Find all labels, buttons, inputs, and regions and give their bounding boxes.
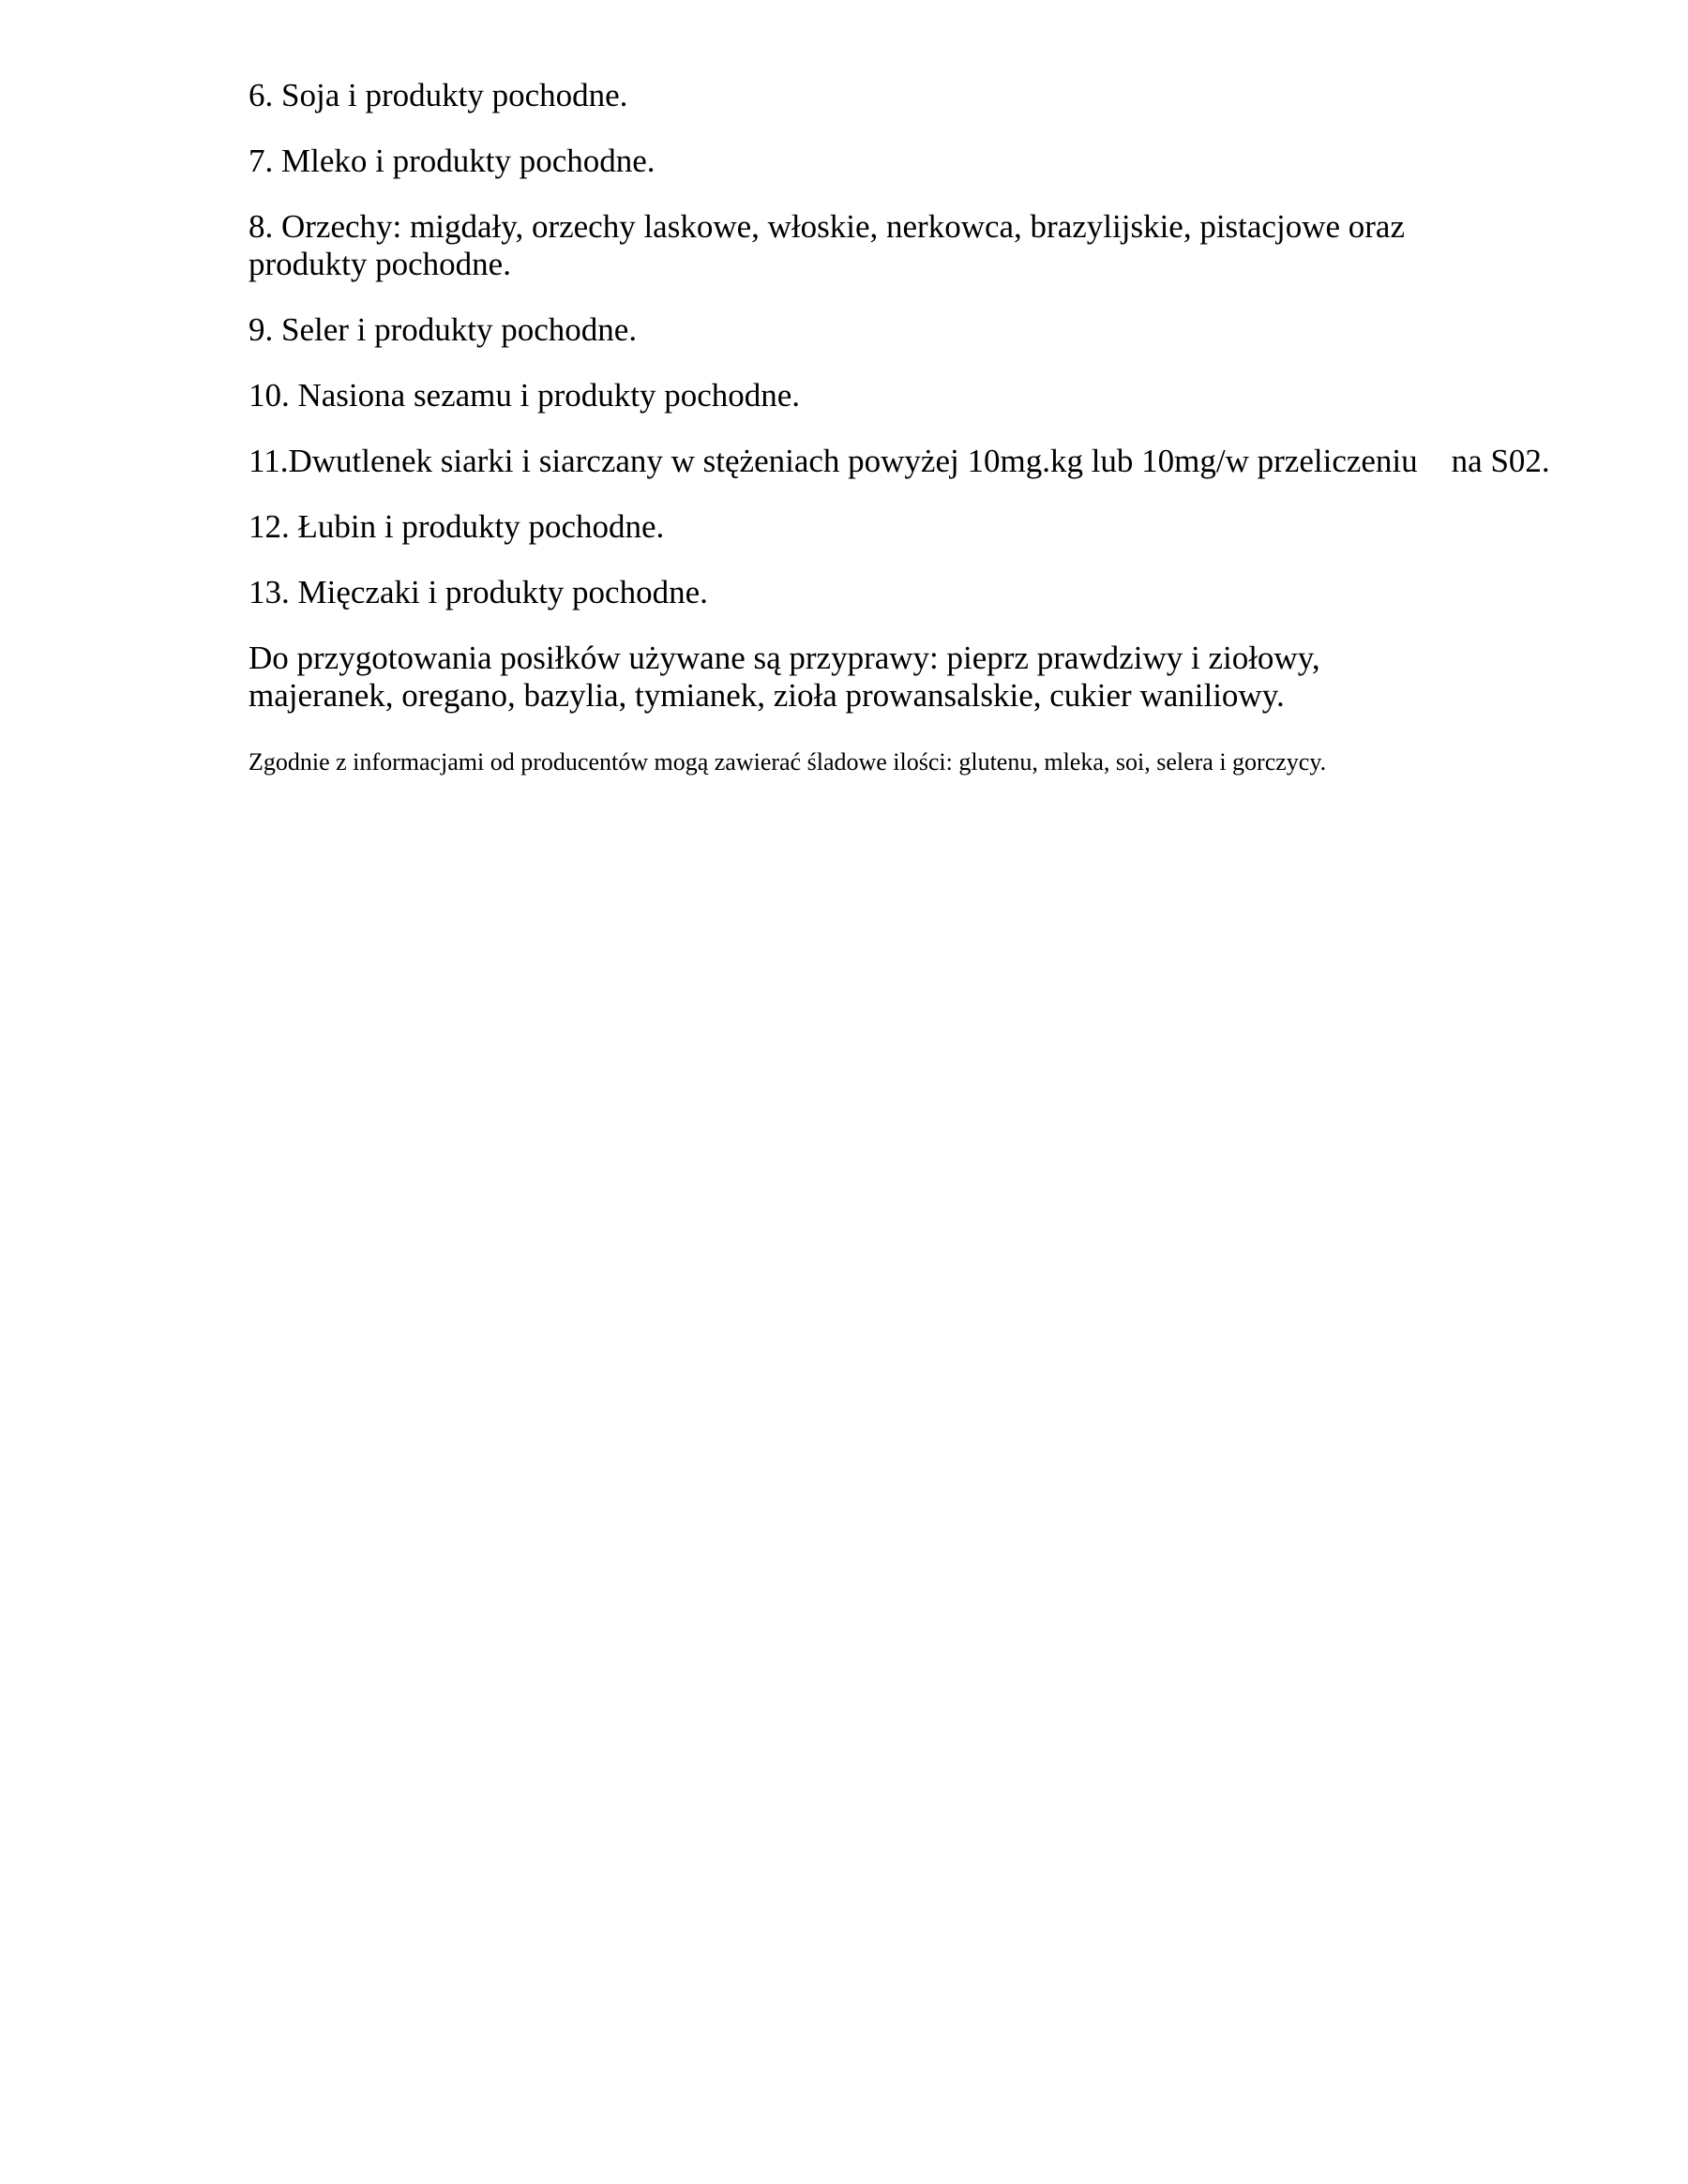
spices-paragraph: Do przygotowania posiłków używane są przyprawy: pieprz prawdziwy i ziołowy, majeranek, oregano, bazylia, tymianek, zioła prowansalskie, cukier waniliowy. (249, 640, 1320, 714)
allergen-item-6: 6. Soja i produkty pochodne. (249, 77, 628, 113)
allergen-item-8: 8. Orzechy: migdały, orzechy laskowe, włoskie, nerkowca, brazylijskie, pistacjowe oraz produkty pochodne. (249, 208, 1405, 282)
allergen-item-9: 9. Seler i produkty pochodne. (249, 311, 638, 348)
allergen-item-10: 10. Nasiona sezamu i produkty pochodne. (249, 377, 801, 414)
trace-note: Zgodnie z informacjami od producentów mogą zawierać śladowe ilości: glutenu, mleka, soi, selera i gorczycy. (249, 748, 1327, 776)
allergen-item-11 (249, 443, 1580, 480)
allergen-item-11-suffix: na S02. (1451, 443, 1550, 479)
allergen-item-13: 13. Mięczaki i produkty pochodne. (249, 574, 708, 610)
allergen-item-12: 12. Łubin i produkty pochodne. (249, 508, 665, 545)
allergen-item-11-text: 11.Dwutlenek siarki i siarczany w stężeniach powyżej 10mg.kg lub 10mg/w przeliczeniu (249, 443, 1418, 479)
document-content (249, 77, 1580, 801)
allergen-item-7: 7. Mleko i produkty pochodne. (249, 143, 656, 179)
